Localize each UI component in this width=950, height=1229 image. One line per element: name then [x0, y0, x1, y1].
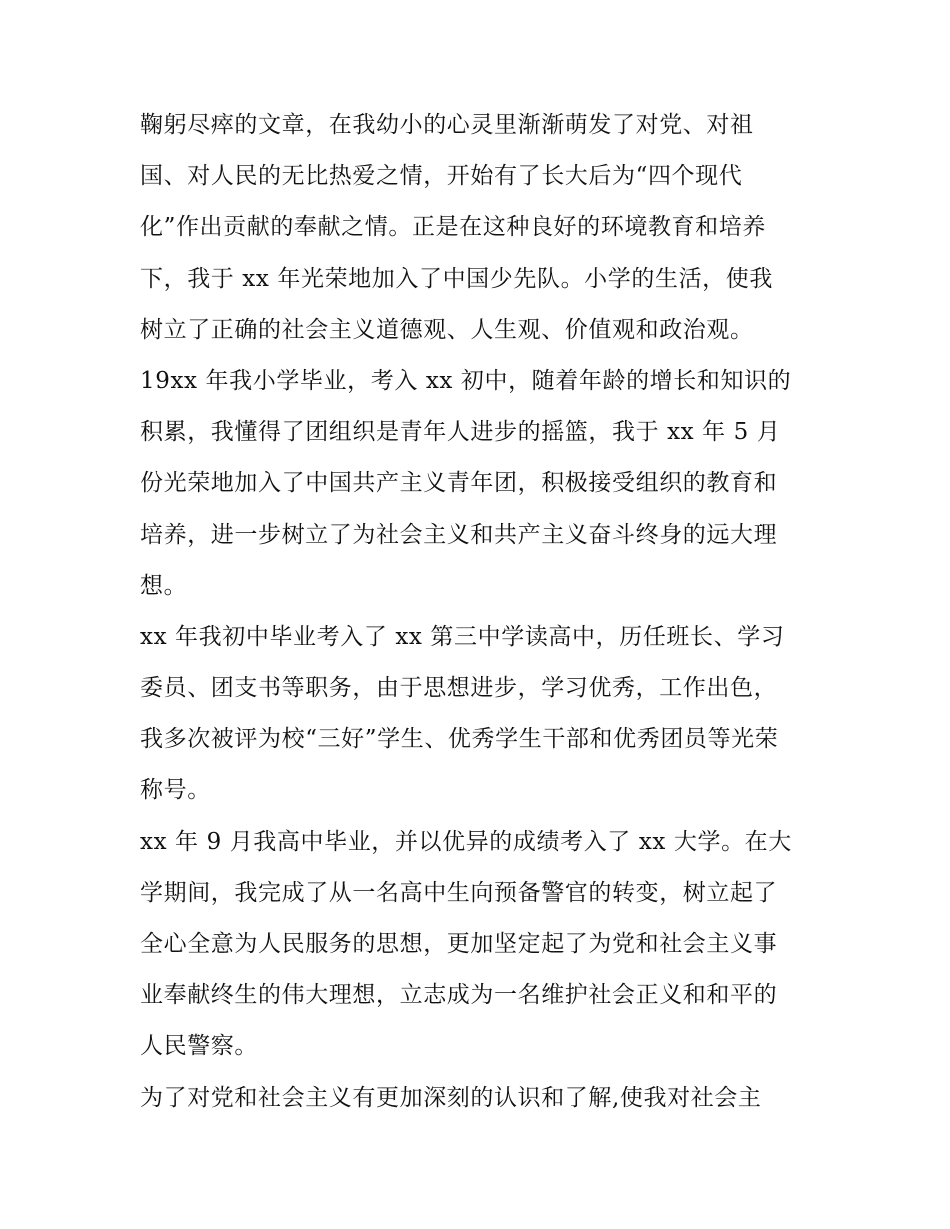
text-line: 培养，进一步树立了为社会主义和共产主义奋斗终身的远大理	[140, 521, 778, 548]
text-line: 为了对党和社会主义有更加深刻的认识和了解,使我对社会主	[140, 1084, 762, 1111]
text-line: 想。	[140, 572, 188, 599]
text-line: 委员、团支书等职务，由于思想进步，学习优秀，工作出色，	[140, 675, 778, 702]
text-line: 份光荣地加入了中国共产主义青年团，积极接受组织的教育和	[140, 470, 778, 497]
text-line: 全心全意为人民服务的思想，更加坚定起了为党和社会主义事	[140, 931, 778, 957]
text-line: 鞠躬尽瘁的文章，在我幼小的心灵里渐渐萌发了对党、对祖	[140, 112, 754, 138]
text-line: 树立了正确的社会主义道德观、人生观、价值观和政治观。	[140, 316, 754, 343]
text-line: xx 年我初中毕业考入了 xx 第三中学读高中，历任班长、学习	[140, 623, 785, 650]
text-line: 称号。	[140, 777, 211, 804]
text-line: 人民警察。	[140, 1033, 258, 1060]
text-line: xx 年 9 月我高中毕业，并以优异的成绩考入了 xx 大学。在大	[140, 828, 792, 855]
text-line: 化”作出贡献的奉献之情。正是在这种良好的环境教育和培养	[140, 214, 766, 241]
text-line: 下，我于 xx 年光荣地加入了中国少先队。小学的生活，使我	[140, 265, 773, 292]
document-body	[140, 100, 830, 1124]
text-line: 学期间，我完成了从一名高中生向预备警官的转变，树立起了	[140, 879, 778, 906]
text-line: 业奉献终生的伟大理想，立志成为一名维护社会正义和和平的	[140, 982, 778, 1009]
text-line: 积累，我懂得了团组织是青年人进步的摇篮，我于 xx 年 5 月	[140, 419, 781, 446]
text-line: 我多次被评为校“三好”学生、优秀学生干部和优秀团员等光荣	[140, 726, 779, 753]
text-line: 19xx 年我小学毕业，考入 xx 初中，随着年龄的增长和知识的	[140, 367, 792, 394]
text-line: 国、对人民的无比热爱之情，开始有了长大后为“四个现代	[140, 163, 743, 190]
